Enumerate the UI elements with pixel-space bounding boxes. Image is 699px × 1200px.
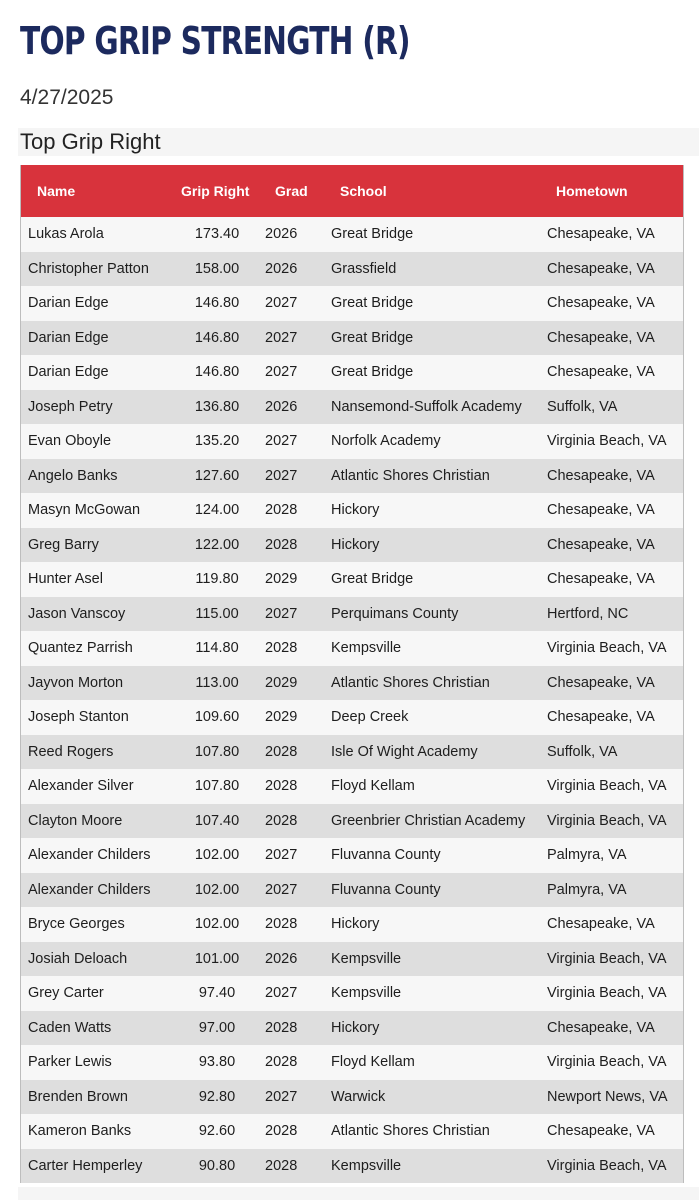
- table-row: [21, 528, 683, 563]
- cell-hometown: Virginia Beach, VA: [547, 433, 667, 450]
- cell-name: Darian Edge: [28, 329, 109, 346]
- cell-grip-right: 124.00: [194, 502, 240, 519]
- cell-grip-right: 102.00: [194, 916, 240, 933]
- column-header-hometown[interactable]: Hometown: [556, 183, 628, 199]
- cell-grad: 2028: [265, 1123, 298, 1140]
- cell-school: Hickory: [331, 916, 380, 933]
- table-header-row: [21, 165, 683, 217]
- cell-hometown: Virginia Beach, VA: [547, 985, 667, 1002]
- cell-school: Isle Of Wight Academy: [331, 743, 478, 760]
- cell-hometown: Chesapeake, VA: [547, 329, 655, 346]
- cell-name: Alexander Childers: [28, 881, 151, 898]
- cell-grad: 2027: [265, 329, 298, 346]
- cell-grad: 2028: [265, 1157, 298, 1174]
- table-row: [21, 1149, 683, 1184]
- cell-name: Darian Edge: [28, 364, 109, 381]
- cell-grip-right: 173.40: [194, 226, 240, 243]
- cell-school: Hickory: [331, 536, 380, 553]
- cell-name: Jayvon Morton: [28, 674, 124, 691]
- cell-school: Atlantic Shores Christian: [331, 674, 490, 691]
- cell-school: Hickory: [331, 1019, 380, 1036]
- table-row: [21, 942, 683, 977]
- cell-name: Joseph Petry: [28, 398, 113, 415]
- cell-hometown: Chesapeake, VA: [547, 1019, 655, 1036]
- cell-grad: 2028: [265, 502, 298, 519]
- column-header-grip-right[interactable]: Grip Right: [181, 183, 250, 199]
- cell-grip-right: 101.00: [194, 950, 240, 967]
- cell-grip-right: 127.60: [194, 467, 240, 484]
- table-row: [21, 286, 683, 321]
- cell-grip-right: 119.80: [195, 571, 239, 588]
- table-row: [21, 907, 683, 942]
- table-row: [21, 873, 683, 908]
- cell-grip-right: 146.80: [194, 295, 240, 312]
- cell-hometown: Chesapeake, VA: [547, 674, 655, 691]
- cell-grip-right: 122.00: [194, 536, 240, 553]
- cell-grip-right: 107.80: [194, 743, 240, 760]
- cell-school: Floyd Kellam: [331, 1054, 415, 1071]
- table-row: [21, 562, 683, 597]
- table-row: [21, 700, 683, 735]
- cell-hometown: Chesapeake, VA: [547, 226, 655, 243]
- cell-hometown: Virginia Beach, VA: [547, 1157, 667, 1174]
- cell-hometown: Chesapeake, VA: [547, 916, 655, 933]
- cell-hometown: Chesapeake, VA: [547, 1123, 655, 1140]
- cell-grad: 2026: [265, 398, 298, 415]
- cell-grip-right: 158.00: [194, 260, 240, 277]
- cell-hometown: Chesapeake, VA: [547, 260, 655, 277]
- table-row: [21, 597, 683, 632]
- cell-grad: 2027: [265, 881, 298, 898]
- cell-grip-right: 92.60: [198, 1123, 236, 1140]
- table-row: [21, 1080, 683, 1115]
- cell-grad: 2027: [265, 364, 298, 381]
- cell-name: Greg Barry: [28, 536, 99, 553]
- table-row: [21, 804, 683, 839]
- table-row: [21, 493, 683, 528]
- cell-grad: 2026: [265, 260, 298, 277]
- cell-school: Hickory: [331, 502, 380, 519]
- bottom-bar: [18, 1187, 699, 1200]
- cell-grip-right: 146.80: [194, 364, 240, 381]
- cell-hometown: Suffolk, VA: [547, 398, 618, 415]
- cell-name: Brenden Brown: [28, 1088, 128, 1105]
- cell-school: Kempsville: [331, 1157, 402, 1174]
- table-row: [21, 631, 683, 666]
- cell-school: Kempsville: [331, 640, 402, 657]
- cell-school: Warwick: [331, 1088, 386, 1105]
- cell-name: Masyn McGowan: [28, 502, 141, 519]
- cell-school: Great Bridge: [331, 571, 414, 588]
- cell-name: Darian Edge: [28, 295, 109, 312]
- cell-grip-right: 135.20: [194, 433, 240, 450]
- cell-name: Alexander Silver: [28, 778, 134, 795]
- report-date: 4/27/2025: [20, 86, 114, 109]
- cell-school: Great Bridge: [331, 295, 414, 312]
- table-row: [21, 666, 683, 701]
- cell-name: Hunter Asel: [28, 571, 103, 588]
- cell-grad: 2028: [265, 640, 298, 657]
- cell-school: Great Bridge: [331, 226, 414, 243]
- cell-grip-right: 113.00: [195, 674, 239, 691]
- page-title: TOP GRIP STRENGTH (R): [20, 19, 410, 63]
- cell-grip-right: 115.00: [195, 605, 239, 622]
- table-row: [21, 1114, 683, 1149]
- cell-grad: 2028: [265, 1019, 298, 1036]
- column-header-grad[interactable]: Grad: [275, 183, 308, 199]
- cell-grip-right: 92.80: [198, 1088, 236, 1105]
- cell-hometown: Chesapeake, VA: [547, 364, 655, 381]
- cell-school: Greenbrier Christian Academy: [331, 812, 526, 829]
- cell-grad: 2029: [265, 674, 298, 691]
- cell-school: Fluvanna County: [331, 847, 441, 864]
- cell-grip-right: 97.40: [198, 985, 236, 1002]
- cell-school: Kempsville: [331, 950, 402, 967]
- cell-name: Parker Lewis: [28, 1054, 112, 1071]
- table-row: [21, 424, 683, 459]
- cell-hometown: Virginia Beach, VA: [547, 812, 667, 829]
- cell-grad: 2028: [265, 916, 298, 933]
- cell-grip-right: 107.80: [194, 778, 240, 795]
- cell-grad: 2028: [265, 778, 298, 795]
- table-row: [21, 976, 683, 1011]
- cell-name: Lukas Arola: [28, 226, 104, 243]
- cell-hometown: Virginia Beach, VA: [547, 640, 667, 657]
- cell-school: Norfolk Academy: [331, 433, 441, 450]
- cell-hometown: Chesapeake, VA: [547, 295, 655, 312]
- table-body: [21, 217, 683, 1183]
- cell-name: Grey Carter: [28, 985, 104, 1002]
- cell-name: Carter Hemperley: [28, 1157, 143, 1174]
- cell-name: Evan Oboyle: [28, 433, 112, 450]
- cell-grad: 2027: [265, 295, 298, 312]
- cell-grip-right: 90.80: [198, 1157, 236, 1174]
- cell-name: Clayton Moore: [28, 812, 123, 829]
- cell-name: Caden Watts: [28, 1019, 112, 1036]
- cell-grad: 2026: [265, 226, 298, 243]
- table-row: [21, 217, 683, 252]
- cell-grip-right: 93.80: [198, 1054, 236, 1071]
- cell-hometown: Palmyra, VA: [547, 881, 627, 898]
- cell-grip-right: 114.80: [195, 640, 239, 657]
- cell-grip-right: 107.40: [194, 812, 240, 829]
- cell-hometown: Palmyra, VA: [547, 847, 627, 864]
- cell-school: Grassfield: [331, 260, 397, 277]
- cell-school: Great Bridge: [331, 364, 414, 381]
- table-row: [21, 459, 683, 494]
- cell-name: Quantez Parrish: [28, 640, 133, 657]
- table-row: [21, 769, 683, 804]
- cell-grip-right: 136.80: [194, 398, 240, 415]
- cell-grip-right: 102.00: [194, 847, 240, 864]
- cell-name: Angelo Banks: [28, 467, 118, 484]
- table-caption: Top Grip Right: [20, 129, 161, 154]
- cell-grad: 2028: [265, 812, 298, 829]
- cell-grip-right: 102.00: [194, 881, 240, 898]
- cell-grad: 2028: [265, 1054, 298, 1071]
- cell-name: Christopher Patton: [28, 260, 149, 277]
- cell-grad: 2027: [265, 467, 298, 484]
- table-row: [21, 321, 683, 356]
- cell-grad: 2027: [265, 433, 298, 450]
- cell-name: Jason Vanscoy: [28, 605, 126, 622]
- cell-grad: 2027: [265, 605, 298, 622]
- table-row: [21, 1045, 683, 1080]
- cell-school: Atlantic Shores Christian: [331, 467, 490, 484]
- cell-hometown: Hertford, NC: [547, 605, 629, 622]
- cell-name: Joseph Stanton: [28, 709, 129, 726]
- cell-hometown: Virginia Beach, VA: [547, 950, 667, 967]
- cell-hometown: Virginia Beach, VA: [547, 778, 667, 795]
- table-row: [21, 1011, 683, 1046]
- cell-grad: 2027: [265, 847, 298, 864]
- cell-grip-right: 146.80: [194, 329, 240, 346]
- cell-grad: 2029: [265, 709, 298, 726]
- cell-hometown: Chesapeake, VA: [547, 502, 655, 519]
- cell-name: Kameron Banks: [28, 1123, 132, 1140]
- table-row: [21, 355, 683, 390]
- cell-school: Perquimans County: [331, 605, 459, 622]
- cell-hometown: Chesapeake, VA: [547, 709, 655, 726]
- cell-hometown: Chesapeake, VA: [547, 536, 655, 553]
- cell-name: Josiah Deloach: [28, 950, 128, 967]
- table-row: [21, 838, 683, 873]
- cell-grad: 2028: [265, 743, 298, 760]
- cell-grad: 2027: [265, 1088, 298, 1105]
- cell-name: Reed Rogers: [28, 743, 114, 760]
- cell-school: Nansemond-Suffolk Academy: [331, 398, 522, 415]
- cell-school: Kempsville: [331, 985, 402, 1002]
- cell-school: Fluvanna County: [331, 881, 441, 898]
- grip-strength-table: [21, 165, 683, 1183]
- cell-school: Great Bridge: [331, 329, 414, 346]
- cell-school: Deep Creek: [331, 709, 409, 726]
- cell-hometown: Suffolk, VA: [547, 743, 618, 760]
- cell-grad: 2026: [265, 950, 298, 967]
- cell-grad: 2027: [265, 985, 298, 1002]
- table-row: [21, 735, 683, 770]
- cell-name: Alexander Childers: [28, 847, 151, 864]
- grip-table-container: [20, 165, 684, 1183]
- column-header-school[interactable]: School: [340, 183, 387, 199]
- table-row: [21, 390, 683, 425]
- cell-hometown: Newport News, VA: [547, 1088, 668, 1105]
- cell-school: Atlantic Shores Christian: [331, 1123, 490, 1140]
- cell-grad: 2029: [265, 571, 298, 588]
- table-row: [21, 252, 683, 287]
- column-header-name[interactable]: Name: [37, 183, 76, 199]
- cell-grad: 2028: [265, 536, 298, 553]
- cell-hometown: Chesapeake, VA: [547, 467, 655, 484]
- cell-hometown: Virginia Beach, VA: [547, 1054, 667, 1071]
- cell-school: Floyd Kellam: [331, 778, 415, 795]
- cell-name: Bryce Georges: [28, 916, 125, 933]
- cell-grip-right: 109.60: [194, 709, 240, 726]
- cell-grip-right: 97.00: [198, 1019, 236, 1036]
- cell-hometown: Chesapeake, VA: [547, 571, 655, 588]
